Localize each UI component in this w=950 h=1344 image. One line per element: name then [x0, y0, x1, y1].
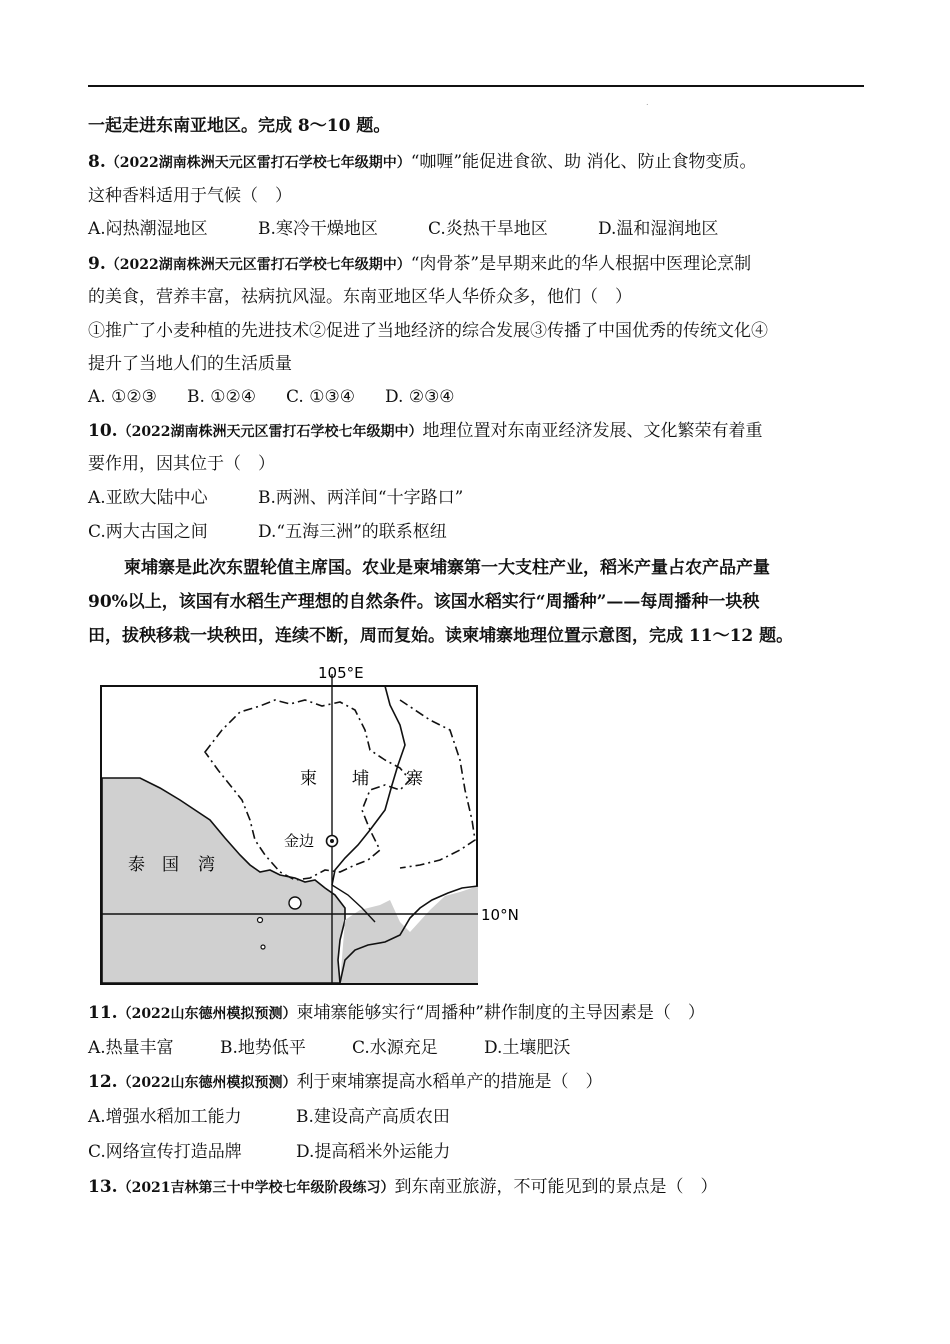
q9-option-b: B. ①②④	[187, 387, 257, 407]
gulf-char-1: 泰	[128, 855, 145, 875]
q8-option-c: C.炎热干旱地区	[428, 219, 548, 239]
q9-stem-3: ①推广了小麦种植的先进技术②促进了当地经济的综合发展③传播了中国优秀的传统文化④	[88, 321, 768, 341]
q9-option-a: A. ①②③	[88, 387, 157, 407]
country-char-1: 柬	[300, 769, 317, 789]
q12-option-c: C.网络宣传打造品牌	[88, 1142, 242, 1162]
passage-line3: 田，拔秧移栽一块秧田，连续不断，周而复始。读柬埔寨地理位置示意图，完成 11～12 题。	[88, 626, 794, 646]
country-char-3: 寨	[406, 769, 423, 789]
q10-line1	[88, 419, 763, 444]
cambodia-location-map	[100, 660, 530, 990]
q10-option-b: B.两洲、两洋间“十字路口”	[258, 488, 464, 508]
gulf-char-3: 湾	[198, 855, 215, 875]
island-2	[258, 918, 263, 923]
q12-number: 12.	[88, 1072, 118, 1092]
q10-stem-1: 地理位置对东南亚经济发展、文化繁荣有着重	[422, 421, 763, 441]
lat-label: 10°N	[481, 906, 519, 924]
q13-stem: 到东南亚旅游，不可能见到的景点是（ ）	[394, 1177, 718, 1197]
q9-stem-1: “肉骨茶”是早期来此的华人根据中医理论烹制	[410, 254, 752, 274]
q9-option-d: D. ②③④	[385, 387, 455, 407]
country-char-2: 埔	[352, 769, 369, 789]
q13-source: （2021吉林第三十中学校七年级阶段练习）	[117, 1180, 395, 1196]
q10-option-d: D.“五海三洲”的联系枢纽	[258, 522, 447, 542]
gulf-char-2: 国	[162, 855, 179, 875]
q11-option-b: B.地势低平	[220, 1038, 306, 1058]
q8-options	[88, 217, 718, 241]
q12-options-row2	[88, 1140, 450, 1164]
q9-line1	[88, 252, 751, 277]
q11-stem: 柬埔寨能够实行“周播种”耕作制度的主导因素是（ ）	[296, 1003, 705, 1023]
q11-source: （2022山东德州模拟预测）	[117, 1006, 297, 1022]
q8-number: 8.	[88, 152, 106, 172]
island-1	[289, 897, 301, 909]
q12-options-row1	[88, 1105, 450, 1129]
q10-options-row1	[88, 486, 463, 510]
island-3	[261, 945, 265, 949]
q9-stem-2: 的美食，营养丰富，祛病抗风湿。东南亚地区华人华侨众多，他们（ ）	[88, 287, 632, 307]
q9-source: （2022湖南株洲天元区雷打石学校七年级期中）	[105, 257, 411, 273]
q13-number: 13.	[88, 1177, 118, 1197]
q10-option-c: C.两大古国之间	[88, 522, 208, 542]
q10-number: 10.	[88, 421, 118, 441]
header-rule	[88, 85, 864, 87]
q10-stem-2: 要作用，因其位于（ ）	[88, 454, 275, 474]
q8-stem-1: “咖喱”能促进食欲、助 消化、防止食物变质。	[410, 152, 757, 172]
q10-options-row2	[88, 520, 447, 544]
city-label: 金边	[284, 832, 315, 850]
q13-line1	[88, 1175, 718, 1200]
q9-option-c: C. ①③④	[286, 387, 355, 407]
q12-line1	[88, 1070, 603, 1095]
q8-option-b: B.寒冷干燥地区	[258, 219, 378, 239]
passage-line2: 90%以上，该国有水稻生产理想的自然条件。该国水稻实行“周播种”——每周播种一块秧	[88, 592, 760, 612]
q9-options	[88, 385, 455, 409]
q10-option-a: A.亚欧大陆中心	[88, 488, 208, 508]
q11-option-d: D.土壤肥沃	[484, 1038, 571, 1058]
q11-line1	[88, 1001, 705, 1026]
q8-option-a: A.闷热潮湿地区	[88, 219, 208, 239]
q10-source: （2022湖南株洲天元区雷打石学校七年级期中）	[117, 424, 423, 440]
q9-number: 9.	[88, 254, 106, 274]
lon-label: 105°E	[318, 664, 364, 682]
q8-stem-2: 这种香料适用于气候（ ）	[88, 186, 292, 206]
q8-source: （2022湖南株洲天元区雷打石学校七年级期中）	[105, 155, 411, 171]
section-intro: 一起走进东南亚地区。完成 8～10 题。	[88, 116, 391, 136]
capital-marker-dot	[330, 839, 334, 843]
q11-option-a: A.热量丰富	[88, 1038, 174, 1058]
q11-options	[88, 1036, 570, 1060]
header-mark: .	[646, 98, 649, 107]
passage-line1: 柬埔寨是此次东盟轮值主席国。农业是柬埔寨第一大支柱产业，稻米产量占农产品产量	[124, 558, 770, 578]
q9-stem-4: 提升了当地人们的生活质量	[88, 354, 292, 374]
q11-number: 11.	[88, 1003, 118, 1023]
q12-option-a: A.增强水稻加工能力	[88, 1107, 242, 1127]
q12-option-b: B.建设高产高质农田	[296, 1107, 450, 1127]
q8-line1	[88, 150, 757, 175]
q12-source: （2022山东德州模拟预测）	[117, 1075, 297, 1091]
q12-stem: 利于柬埔寨提高水稻单产的措施是（ ）	[296, 1072, 603, 1092]
q8-option-d: D.温和湿润地区	[598, 219, 719, 239]
q12-option-d: D.提高稻米外运能力	[296, 1142, 451, 1162]
q11-option-c: C.水源充足	[352, 1038, 438, 1058]
